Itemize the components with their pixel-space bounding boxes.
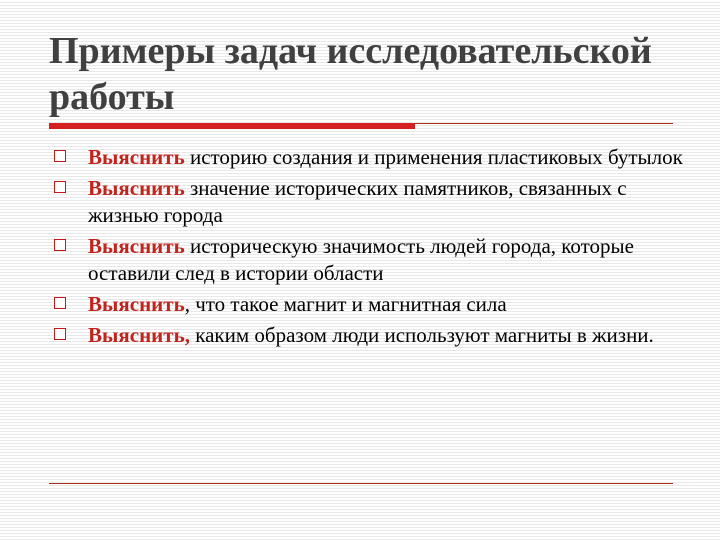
item-text: значение исторических памятников, связанных с жизнью города [88,176,627,227]
list-item [54,233,684,287]
list-item [54,291,684,318]
item-text: , что такое магнит и магнитная сила [184,292,507,316]
task-list [54,144,684,353]
item-text: историческую значимость людей города, которые оставили след в истории области [88,234,634,285]
list-item [54,144,684,171]
square-bullet-icon [54,239,66,251]
item-verb: Выяснить [88,292,185,316]
item-text: историю создания и применения пластиковых бутылок [184,145,683,169]
square-bullet-icon [54,297,66,309]
item-verb: Выяснить [88,145,185,169]
bottom-divider-line [49,483,673,484]
list-item [54,175,684,229]
square-bullet-icon [54,150,66,162]
square-bullet-icon [54,181,66,193]
item-verb: Выяснить, [88,323,190,347]
title-accent-bar [49,123,415,129]
item-verb: Выяснить [88,234,185,258]
square-bullet-icon [54,328,66,340]
list-item [54,322,684,349]
slide-title: Примеры задач исследовательской работы [49,30,652,118]
item-text: каким образом люди используют магниты в жизни. [189,323,654,347]
item-verb: Выяснить [88,176,185,200]
